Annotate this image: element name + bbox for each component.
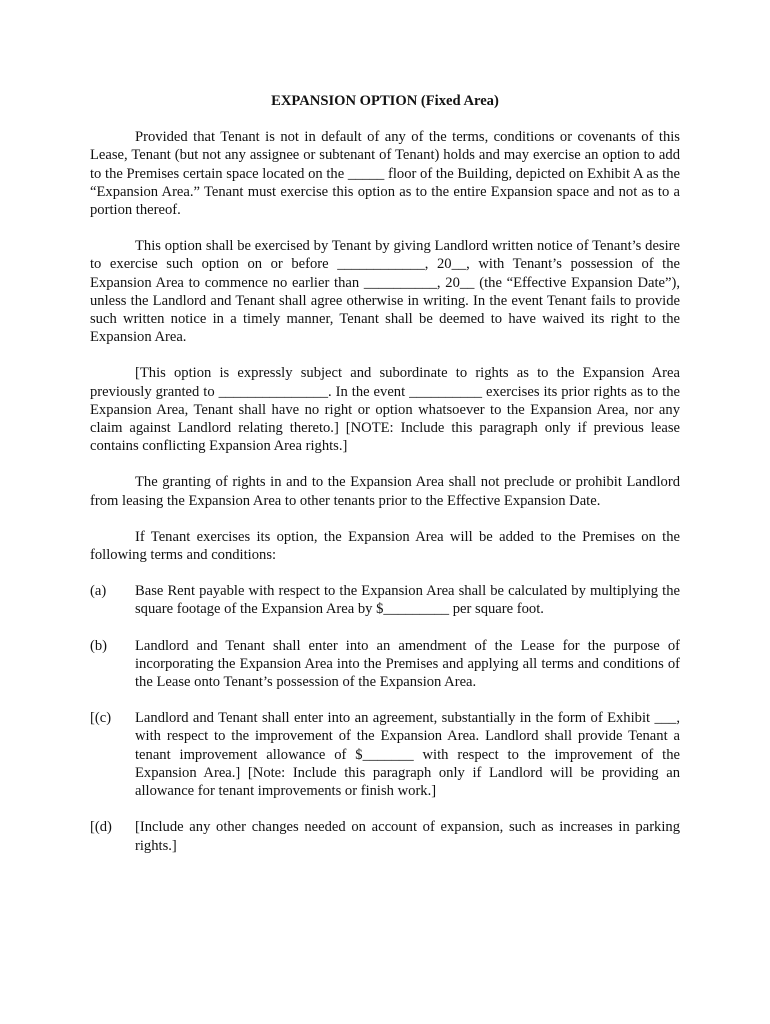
list-item (90, 582, 680, 618)
list-item-text: Base Rent payable with respect to the Expansion Area shall be calculated by multiplying the square footage of the Expansion Area by $_________ per square foot. (135, 583, 680, 618)
list-item-text: Landlord and Tenant shall enter into an amendment of the Lease for the purpose of incorporating the Expansion Area into the Premises and applying all terms and conditions of the Lease onto Tenant’s possession of the Expansion Area. (135, 637, 680, 691)
list-item-label: [(d) (90, 819, 112, 836)
list-item-label: (b) (90, 637, 108, 654)
document-page (90, 92, 680, 873)
list-item (90, 818, 680, 854)
paragraph-leasing-rights: The granting of rights in and to the Expansion Area shall not preclude or prohibit Landlord from leasing the Expansion Area to other tenants prior to the Effective Expansion Date. (90, 474, 680, 509)
list-item-text: Landlord and Tenant shall enter into an agreement, substantially in the form of Exhibit ___, with respect to the improvement of the Expansion Area. Landlord shall provide Tenant a tenant improvement allowance of $_______ with respect to the improvement of the Expansion Area.] [Note: Include this paragraph only if Landlord will be providing an allowance for tenant improvements or finish work.] (135, 710, 680, 800)
paragraph-subordination: [This option is expressly subject and subordinate to rights as to the Expansion Area previously granted to _______________. In the event __________ exercises its prior rights as to the Expansion Area, Tenant shall have no right or option whatsoever to the Expansion Area, nor any claim against Landlord relating thereto.] [NOTE: Include this paragraph only if previous lease contains conflicting Expansion Area rights.] (90, 365, 680, 455)
list-item-label: (a) (90, 583, 107, 600)
list-item-label: [(c) (90, 710, 112, 727)
paragraph-exercise-notice: This option shall be exercised by Tenant by giving Landlord written notice of Tenant’s desire to exercise such option on or before ____________, 20__, with Tenant’s possession of the Expansion Area to commence no earlier than __________, 20__ (the “Effective Expansion Date”), unless the Landlord and Tenant shall agree otherwise in writing. In the event Tenant fails to provide such written notice in a timely manner, Tenant shall be deemed to have waived its right to the Expansion Area. (90, 238, 680, 346)
paragraph-option-grant: Provided that Tenant is not in default of any of the terms, conditions or covenants of this Lease, Tenant (but not any assignee or subtenant of Tenant) holds and may exercise an option to add to the Premises certain space located on the _____ floor of the Building, depicted on Exhibit A as the “Expansion Area.” Tenant must exercise this option as to the entire Expansion space and not as to a portion thereof. (90, 129, 680, 219)
list-item (90, 637, 680, 692)
list-item (90, 709, 680, 800)
document-title: EXPANSION OPTION (Fixed Area) (271, 93, 499, 109)
paragraph-terms-intro: If Tenant exercises its option, the Expansion Area will be added to the Premises on the following terms and conditions: (90, 528, 680, 564)
list-item-text: [Include any other changes needed on account of expansion, such as increases in parking rights.] (135, 819, 680, 854)
